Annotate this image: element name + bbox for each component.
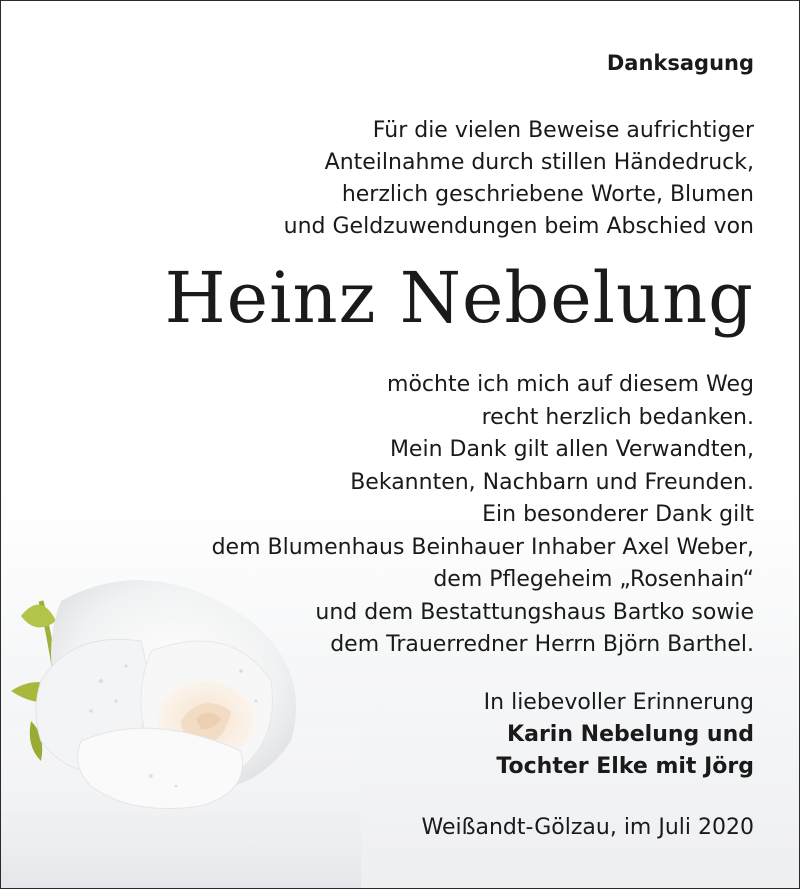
intro-line: herzlich geschriebene Worte, Blumen xyxy=(341,182,754,207)
intro-line: und Geldzuwendungen beim Abschied von xyxy=(283,214,754,239)
thanks-line: Ein besonderer Dank gilt xyxy=(482,502,754,527)
thanks-line: dem Blumenhaus Beinhauer Inhaber Axel Weber, xyxy=(211,534,754,560)
signer-line: Karin Nebelung und xyxy=(507,722,754,747)
thanks-line: dem Trauerredner Herrn Björn Barthel. xyxy=(330,632,754,657)
place-date: Weißandt-Gölzau, im Juli 2020 xyxy=(421,815,754,840)
thanks-line: recht herzlich bedanken. xyxy=(481,404,754,430)
thanks-text xyxy=(212,369,754,662)
thanks-line: Bekannten, Nachbarn und Freunden. xyxy=(350,469,754,495)
thanks-line: dem Pflegeheim „Rosenhain“ xyxy=(433,567,754,592)
thanks-line: möchte ich mich auf diesem Weg xyxy=(387,372,754,397)
intro-line: Für die vielen Beweise aufrichtiger xyxy=(372,118,754,143)
thanks-line: und dem Bestattungshaus Bartko sowie xyxy=(315,599,754,625)
intro-line: Anteilnahme durch stillen Händedruck, xyxy=(324,150,754,175)
heading: Danksagung xyxy=(606,51,754,75)
closing xyxy=(484,687,754,783)
thanks-line: Mein Dank gilt allen Verwandten, xyxy=(389,437,754,462)
deceased-name: Heinz Nebelung xyxy=(164,257,754,339)
intro-text xyxy=(284,115,754,243)
signer-line: Tochter Elke mit Jörg xyxy=(496,754,754,779)
remembrance-line: In liebevoller Erinnerung xyxy=(483,690,754,715)
